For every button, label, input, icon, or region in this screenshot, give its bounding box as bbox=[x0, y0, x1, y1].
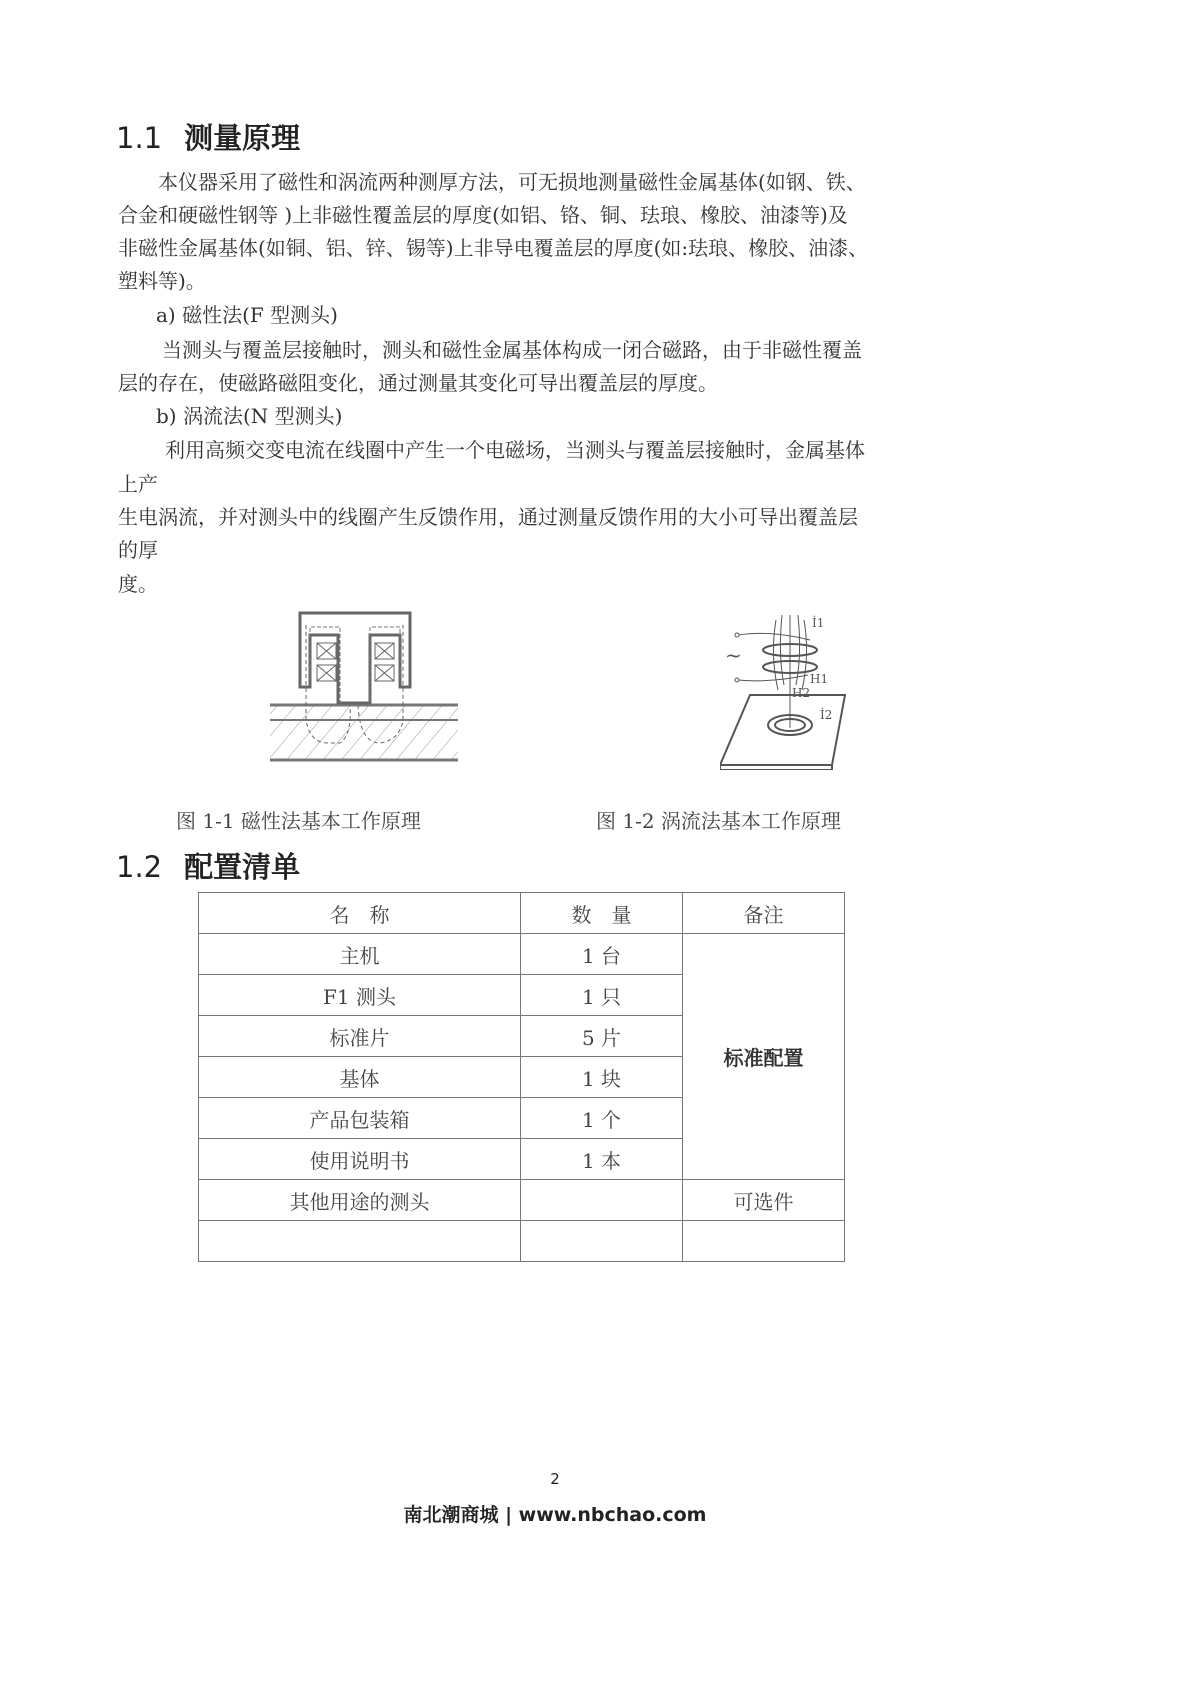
label-i1: İ1 bbox=[812, 616, 825, 630]
header-name: 名 称 bbox=[199, 893, 521, 934]
footer-site: 南北潮商城 | www.nbchao.com bbox=[403, 1504, 707, 1526]
cell: 1 只 bbox=[521, 975, 683, 1016]
paragraph-line: 合金和硬磁性钢等 )上非磁性覆盖层的厚度(如铝、铬、铜、珐琅、橡胶、油漆等)及 bbox=[118, 203, 848, 227]
cell bbox=[683, 1221, 845, 1262]
table-row-empty bbox=[199, 1221, 845, 1262]
paragraph-line: 利用高频交变电流在线圈中产生一个电磁场，当测头与覆盖层接触时，金属基体 bbox=[165, 438, 865, 462]
paragraph-line: 度。 bbox=[118, 572, 158, 596]
paragraph-line: 层的存在，使磁路磁阻变化，通过测量其变化可导出覆盖层的厚度。 bbox=[118, 371, 718, 395]
table-row bbox=[199, 1180, 845, 1221]
paragraph-line: 塑料等)。 bbox=[118, 269, 206, 293]
paragraph-line: 上产 bbox=[118, 472, 158, 496]
table-row bbox=[199, 934, 845, 975]
eddy-current-diagram bbox=[720, 605, 870, 770]
cell bbox=[521, 1221, 683, 1262]
section-heading-1-2: 1.2 配置清单 bbox=[116, 850, 301, 884]
figure-caption: 图 1-1 磁性法基本工作原理 bbox=[176, 809, 421, 833]
paragraph-line: 的厚 bbox=[118, 538, 158, 562]
cell: 产品包装箱 bbox=[199, 1098, 521, 1139]
section-heading-1-1: 1.1 测量原理 bbox=[116, 121, 301, 155]
subheading-eddy: b) 涡流法(N 型测头) bbox=[156, 404, 343, 428]
ac-symbol: ~ bbox=[725, 643, 742, 667]
cell: 1 本 bbox=[521, 1139, 683, 1180]
paragraph-line: 本仪器采用了磁性和涡流两种测厚方法，可无损地测量磁性金属基体(如钢、铁、 bbox=[158, 170, 866, 194]
cell: F1 测头 bbox=[199, 975, 521, 1016]
subheading-magnetic: a) 磁性法(F 型测头) bbox=[156, 303, 338, 327]
header-quantity: 数 量 bbox=[521, 893, 683, 934]
paragraph-line: 当测头与覆盖层接触时，测头和磁性金属基体构成一闭合磁路，由于非磁性覆盖 bbox=[162, 338, 862, 362]
cell: 其他用途的测头 bbox=[199, 1180, 521, 1221]
page-number: 2 bbox=[550, 1470, 560, 1488]
configuration-table bbox=[198, 892, 845, 1262]
cell: 基体 bbox=[199, 1057, 521, 1098]
cell: 5 片 bbox=[521, 1016, 683, 1057]
paragraph-line: 非磁性金属基体(如铜、铝、锌、锡等)上非导电覆盖层的厚度(如:珐琅、橡胶、油漆、 bbox=[118, 236, 869, 260]
figure-caption: 图 1-2 涡流法基本工作原理 bbox=[596, 809, 841, 833]
label-i2: İ2 bbox=[820, 708, 833, 722]
magnetic-method-diagram bbox=[270, 605, 470, 765]
table-header-row bbox=[199, 893, 845, 934]
cell: 1 台 bbox=[521, 934, 683, 975]
cell: 1 块 bbox=[521, 1057, 683, 1098]
label-h2: H2 bbox=[792, 686, 811, 700]
standard-config-cell: 标准配置 bbox=[683, 934, 845, 1180]
cell bbox=[199, 1221, 521, 1262]
paragraph-line: 生电涡流，并对测头中的线圈产生反馈作用，通过测量反馈作用的大小可导出覆盖层 bbox=[118, 505, 858, 529]
cell: 1 个 bbox=[521, 1098, 683, 1139]
cell: 使用说明书 bbox=[199, 1139, 521, 1180]
label-h1: H1 bbox=[810, 672, 829, 686]
cell: 标准片 bbox=[199, 1016, 521, 1057]
cell bbox=[521, 1180, 683, 1221]
cell: 主机 bbox=[199, 934, 521, 975]
header-note: 备注 bbox=[683, 893, 845, 934]
cell: 可选件 bbox=[683, 1180, 845, 1221]
